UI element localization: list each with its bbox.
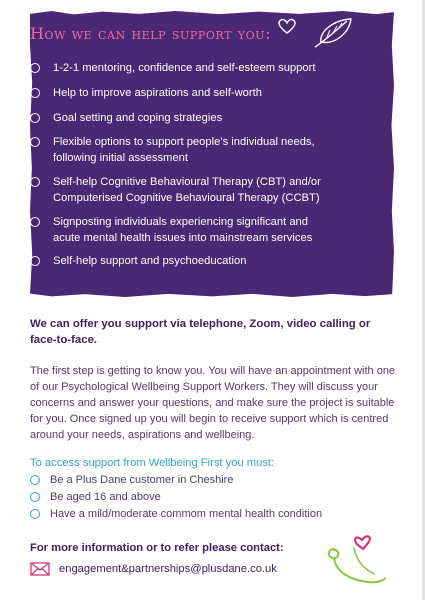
panel-title: How we can help support you: (30, 24, 272, 43)
email-link[interactable]: engagement&partnerships@plusdane.co.uk (59, 563, 277, 575)
circle-outline-icon (30, 509, 40, 519)
help-item (30, 60, 330, 85)
requirement-item (30, 472, 322, 489)
requirement-text: Be aged 16 and above (50, 491, 161, 503)
circle-outline-icon (30, 177, 40, 187)
requirement-item (30, 489, 322, 506)
help-item-text: 1-2-1 mentoring, confidence and self-esteem support (53, 62, 316, 74)
help-item (30, 174, 330, 214)
help-item (30, 110, 330, 134)
help-item-text: Flexible options to support people’s individual needs, following initial assessment (53, 136, 315, 164)
heart-outline-icon (276, 17, 298, 35)
help-item-text: Goal setting and coping strategies (53, 112, 223, 124)
circle-outline-icon (30, 137, 40, 147)
circle-outline-icon (30, 113, 40, 123)
contact-heading: For more information or to refer please contact: (30, 542, 284, 554)
help-item (30, 134, 330, 174)
circle-outline-icon (30, 88, 40, 98)
heart-vine-icon (318, 528, 386, 586)
circle-outline-icon (30, 217, 40, 227)
requirements-list (30, 472, 322, 523)
access-heading: To access support from Wellbeing First you must: (30, 457, 275, 469)
intro-text: We can offer you support via telephone, Zoom, video calling or face-to-face. (30, 318, 371, 346)
help-item-text: Signposting individuals experiencing significant and acute mental health issues into mainstream services (53, 216, 313, 244)
circle-outline-icon (30, 475, 40, 485)
circle-outline-icon (30, 63, 40, 73)
help-item-text: Self-help Cognitive Behavioural Therapy (CBT) and/or Computerised Cognitive Behavioural Therapy (CCBT) (53, 176, 321, 204)
requirement-text: Have a mild/moderate commom mental health condition (50, 508, 323, 520)
help-item-text: Self-help support and psychoeducation (53, 255, 247, 267)
help-item-text: Help to improve aspirations and self-worth (53, 87, 262, 99)
help-list (30, 60, 330, 273)
help-item (30, 85, 330, 110)
body-paragraph: The first step is getting to know you. You will have an appointment with one of our Psychological Wellbeing Support Workers. They will discuss your concerns and answer your questions, and make sure the project is suitable for you. Once signed up you will begin to receive support which is centred around your needs, aspirations and wellbeing. (30, 365, 396, 441)
email-row (30, 562, 277, 576)
requirement-text: Be a Plus Dane customer in Cheshire (50, 474, 234, 486)
help-item (30, 253, 330, 273)
circle-outline-icon (30, 492, 40, 502)
requirement-item (30, 506, 322, 523)
circle-outline-icon (30, 256, 40, 266)
leaf-icon (311, 15, 355, 51)
envelope-icon (30, 562, 50, 576)
help-item (30, 214, 330, 253)
